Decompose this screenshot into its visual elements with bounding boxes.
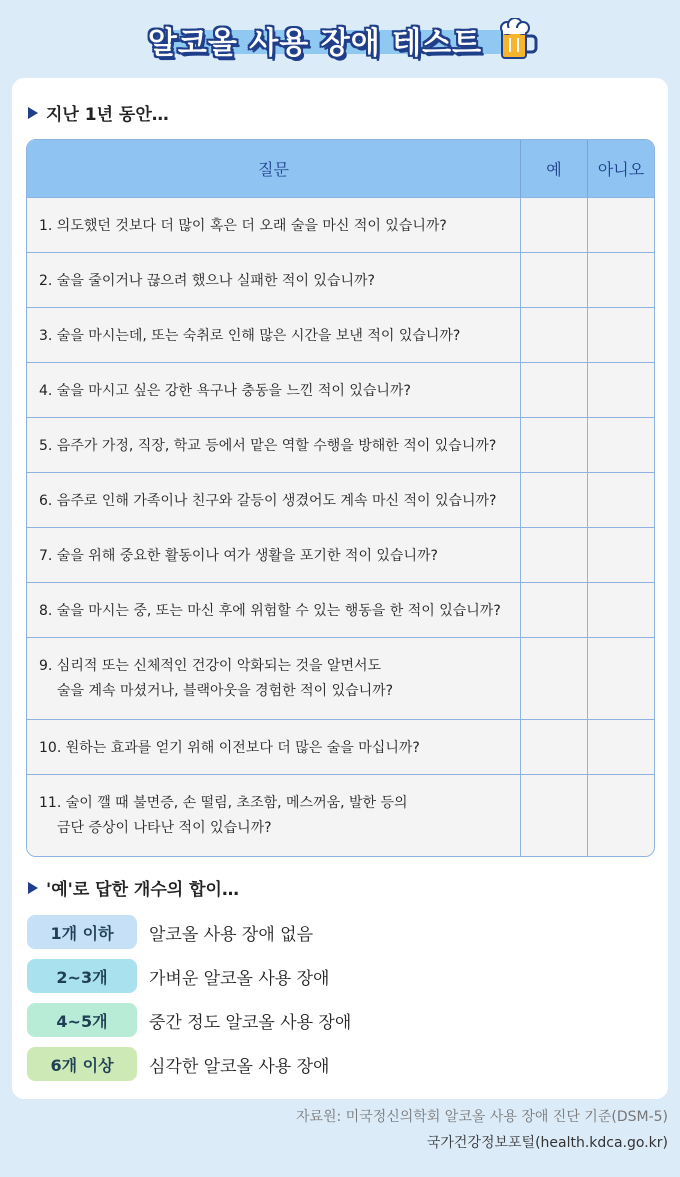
table-row xyxy=(27,362,654,417)
yes-cell[interactable] xyxy=(521,582,588,637)
table-row xyxy=(27,527,654,582)
question-table xyxy=(26,139,655,857)
no-cell[interactable] xyxy=(588,637,654,719)
no-cell[interactable] xyxy=(588,307,654,362)
no-cell[interactable] xyxy=(588,197,654,252)
question-line-1: 11. 술이 깰 때 불면증, 손 떨림, 초조함, 메스꺼움, 발한 등의 xyxy=(39,794,408,811)
yes-cell[interactable] xyxy=(521,774,588,856)
table-row xyxy=(27,252,654,307)
table-row xyxy=(27,307,654,362)
yes-cell[interactable] xyxy=(521,417,588,472)
legend-range-badge: 2~3개 xyxy=(27,959,137,993)
section-heading-text: 지난 1년 동안… xyxy=(46,105,169,125)
no-cell[interactable] xyxy=(588,582,654,637)
legend-range-badge: 1개 이하 xyxy=(27,915,137,949)
table-row xyxy=(27,197,654,252)
question-text: 10. 원하는 효과를 얻기 위해 이전보다 더 많은 술을 마십니까? xyxy=(27,719,521,774)
question-line-2: 금단 증상이 나타난 적이 있습니까? xyxy=(57,819,272,836)
question-text xyxy=(27,774,521,856)
beer-mug-icon xyxy=(498,18,540,62)
question-text: 1. 의도했던 것보다 더 많이 혹은 더 오래 술을 마신 적이 있습니까? xyxy=(27,197,521,252)
source-website: 국가건강정보포털(health.kdca.go.kr) xyxy=(426,1135,668,1151)
no-cell[interactable] xyxy=(588,774,654,856)
source-citation: 자료원: 미국정신의학회 알코올 사용 장애 진단 기준(DSM-5) xyxy=(295,1109,668,1125)
no-cell[interactable] xyxy=(588,417,654,472)
yes-cell[interactable] xyxy=(521,252,588,307)
question-line-2: 술을 계속 마셨거나, 블랙아웃을 경험한 적이 있습니까? xyxy=(57,682,394,699)
column-header-question: 질문 xyxy=(27,140,521,197)
question-text: 4. 술을 마시고 싶은 강한 욕구나 충동을 느낀 적이 있습니까? xyxy=(27,362,521,417)
table-row xyxy=(27,582,654,637)
yes-cell[interactable] xyxy=(521,362,588,417)
legend-label: 중간 정도 알코올 사용 장애 xyxy=(149,1012,352,1033)
question-text: 5. 음주가 가정, 직장, 학교 등에서 맡은 역할 수행을 방해한 적이 있습니까? xyxy=(27,417,521,472)
triangle-bullet-icon xyxy=(28,882,38,894)
question-text: 3. 술을 마시는데, 또는 숙취로 인해 많은 시간을 보낸 적이 있습니까? xyxy=(27,307,521,362)
question-line-1: 9. 심리적 또는 신체적인 건강이 악화되는 것을 알면서도 xyxy=(39,657,382,674)
question-text: 7. 술을 위해 중요한 활동이나 여가 생활을 포기한 적이 있습니까? xyxy=(27,527,521,582)
table-header-row xyxy=(27,140,654,197)
test-card xyxy=(12,78,668,1099)
legend-label: 알코올 사용 장애 없음 xyxy=(149,924,314,945)
legend-range-badge: 4~5개 xyxy=(27,1003,137,1037)
yes-cell[interactable] xyxy=(521,197,588,252)
question-text: 2. 술을 줄이거나 끊으려 했으나 실패한 적이 있습니까? xyxy=(27,252,521,307)
table-row xyxy=(27,637,654,719)
no-cell[interactable] xyxy=(588,362,654,417)
yes-cell[interactable] xyxy=(521,637,588,719)
title-bar xyxy=(0,8,680,72)
section-heading-text: '예'로 답한 개수의 합이… xyxy=(46,880,239,900)
question-text xyxy=(27,637,521,719)
legend-item xyxy=(27,1003,351,1037)
table-row xyxy=(27,472,654,527)
legend-item xyxy=(27,915,313,949)
question-text: 8. 술을 마시는 중, 또는 마신 후에 위험할 수 있는 행동을 한 적이 있습니까? xyxy=(27,582,521,637)
table-row xyxy=(27,774,654,856)
legend-label: 가벼운 알코올 사용 장애 xyxy=(149,968,330,989)
legend-item xyxy=(27,959,329,993)
table-row xyxy=(27,417,654,472)
page-title: 알코올 사용 장애 테스트 xyxy=(147,26,483,61)
legend-label: 심각한 알코올 사용 장애 xyxy=(149,1056,330,1077)
yes-cell[interactable] xyxy=(521,527,588,582)
yes-cell[interactable] xyxy=(521,719,588,774)
column-header-yes: 예 xyxy=(521,140,588,197)
no-cell[interactable] xyxy=(588,719,654,774)
yes-cell[interactable] xyxy=(521,307,588,362)
no-cell[interactable] xyxy=(588,252,654,307)
triangle-bullet-icon xyxy=(28,107,38,119)
column-header-no: 아니오 xyxy=(588,140,654,197)
no-cell[interactable] xyxy=(588,472,654,527)
legend-range-badge: 6개 이상 xyxy=(27,1047,137,1081)
yes-cell[interactable] xyxy=(521,472,588,527)
no-cell[interactable] xyxy=(588,527,654,582)
section-heading-period xyxy=(28,100,169,125)
table-row xyxy=(27,719,654,774)
section-heading-result xyxy=(28,875,239,900)
legend-item xyxy=(27,1047,329,1081)
question-text: 6. 음주로 인해 가족이나 친구와 갈등이 생겼어도 계속 마신 적이 있습니까? xyxy=(27,472,521,527)
